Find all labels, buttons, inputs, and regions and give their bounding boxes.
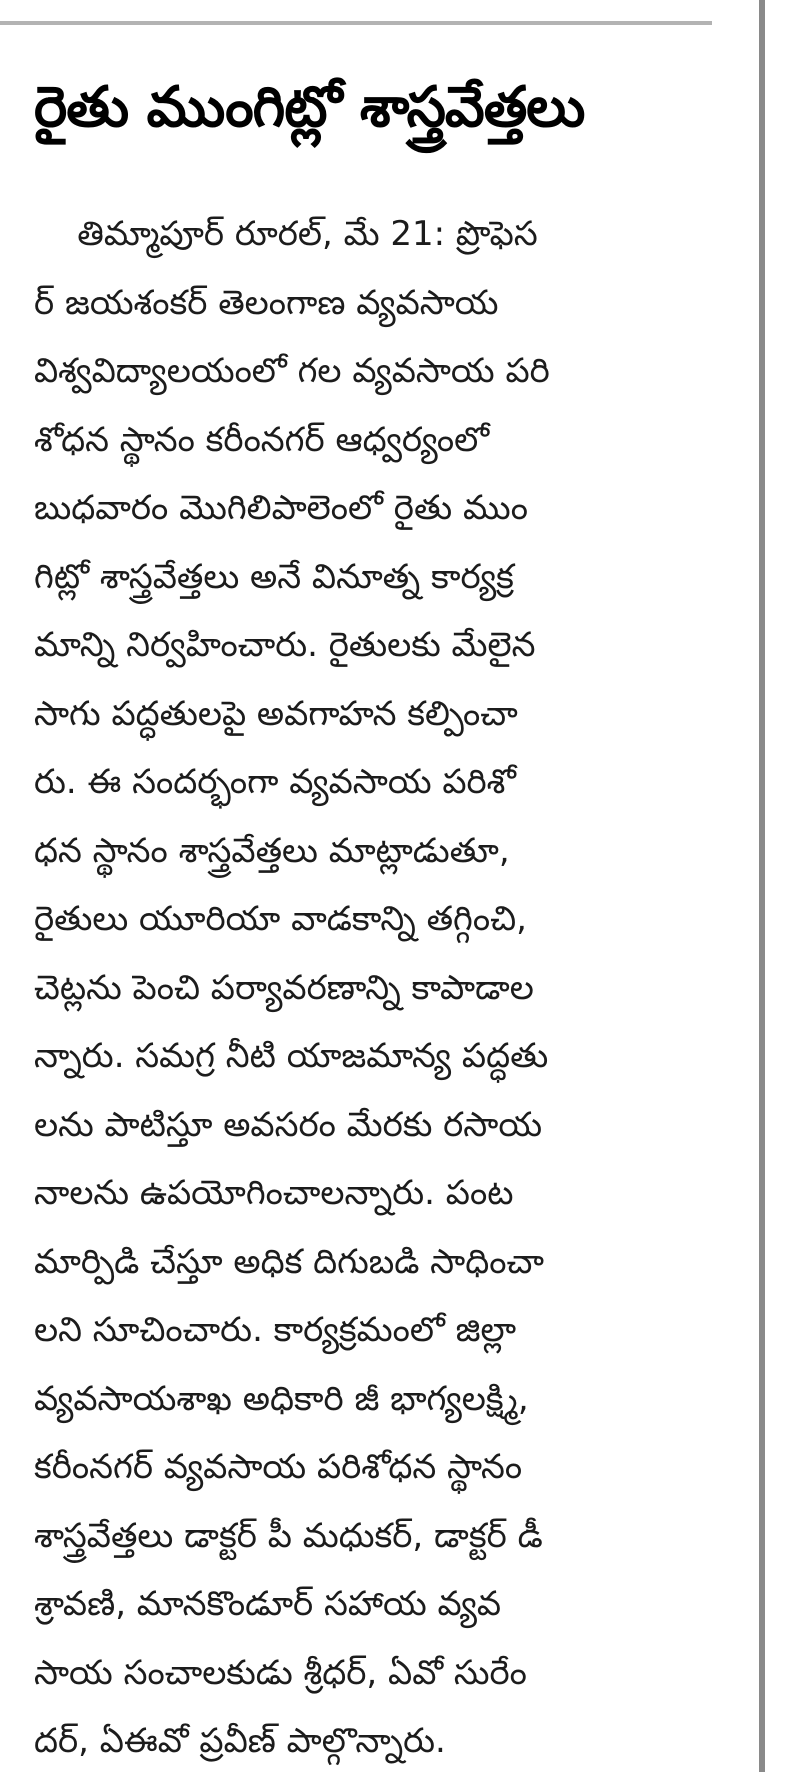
article-line: కరీంనగర్ వ్యవసాయ పరిశోధన స్థానం bbox=[34, 1447, 523, 1487]
article-line: నాలను ఉపయోగించాలన్నారు. పంట bbox=[34, 1173, 514, 1213]
article-line: వ్యవసాయశాఖ అధికారి జీ భాగ్యలక్ష్మి, bbox=[34, 1378, 529, 1419]
article-line: తిమ్మాపూర్ రూరల్, మే 21: ప్రొఫెస bbox=[34, 214, 538, 254]
article-line: చెట్లను పెంచి పర్యావరణాన్ని కాపాడాల bbox=[34, 967, 534, 1008]
article-line: ర్ జయశంకర్ తెలంగాణ వ్యవసాయ bbox=[34, 282, 499, 323]
article-line: రైతులు యూరియా వాడకాన్ని తగ్గించి, bbox=[34, 899, 527, 939]
article-line: ధన స్థానం శాస్త్రవేత్తలు మాట్లాడుతూ, bbox=[34, 830, 510, 871]
article-line: లను పాటిస్తూ అవసరం మేరకు రసాయ bbox=[34, 1104, 543, 1145]
article-line: శాస్త్రవేత్తలు డాక్టర్ పీ మధుకర్, డాక్టర్ డీ bbox=[34, 1515, 543, 1556]
article-line: మాన్ని నిర్వహించారు. రైతులకు మేలైన bbox=[34, 625, 536, 665]
article-line: న్నారు. సమగ్ర నీటి యాజమాన్య పద్ధతు bbox=[34, 1036, 549, 1076]
article-line: గిట్లో శాస్త్రవేత్తలు అనే వినూత్న కార్యక్ర bbox=[34, 556, 514, 597]
article-line: మార్పిడి చేస్తూ అధిక దిగుబడి సాధించా bbox=[34, 1241, 544, 1282]
article-line: సాయ సంచాలకుడు శ్రీధర్, ఏవో సురేం bbox=[34, 1652, 527, 1693]
article-line: రు. ఈ సందర్భంగా వ్యవసాయ పరిశో bbox=[34, 762, 516, 802]
article-line: శ్రావణి, మానకొండూర్ సహాయ వ్యవ bbox=[34, 1584, 502, 1624]
column-divider bbox=[759, 0, 765, 1772]
article-headline: రైతు ముంగిట్లో శాస్త్రవేత్తలు bbox=[34, 75, 585, 140]
article-line: సాగు పద్ధతులపై అవగాహన కల్పించా bbox=[34, 693, 518, 734]
article-line: విశ్వవిద్యాలయంలో గల వ్యవసాయ పరి bbox=[34, 351, 550, 391]
article-line: లని సూచించారు. కార్యక్రమంలో జిల్లా bbox=[34, 1310, 517, 1350]
article-line: దర్, ఏఈవో ప్రవీణ్ పాల్గొన్నారు. bbox=[34, 1721, 446, 1761]
article-line: శోధన స్థానం కరీంనగర్ ఆధ్వర్యంలో bbox=[34, 419, 490, 460]
article-body bbox=[34, 200, 724, 1776]
top-divider bbox=[0, 21, 712, 25]
article-line: బుధవారం మొగిలిపాలెంలో రైతు ముం bbox=[34, 488, 528, 528]
